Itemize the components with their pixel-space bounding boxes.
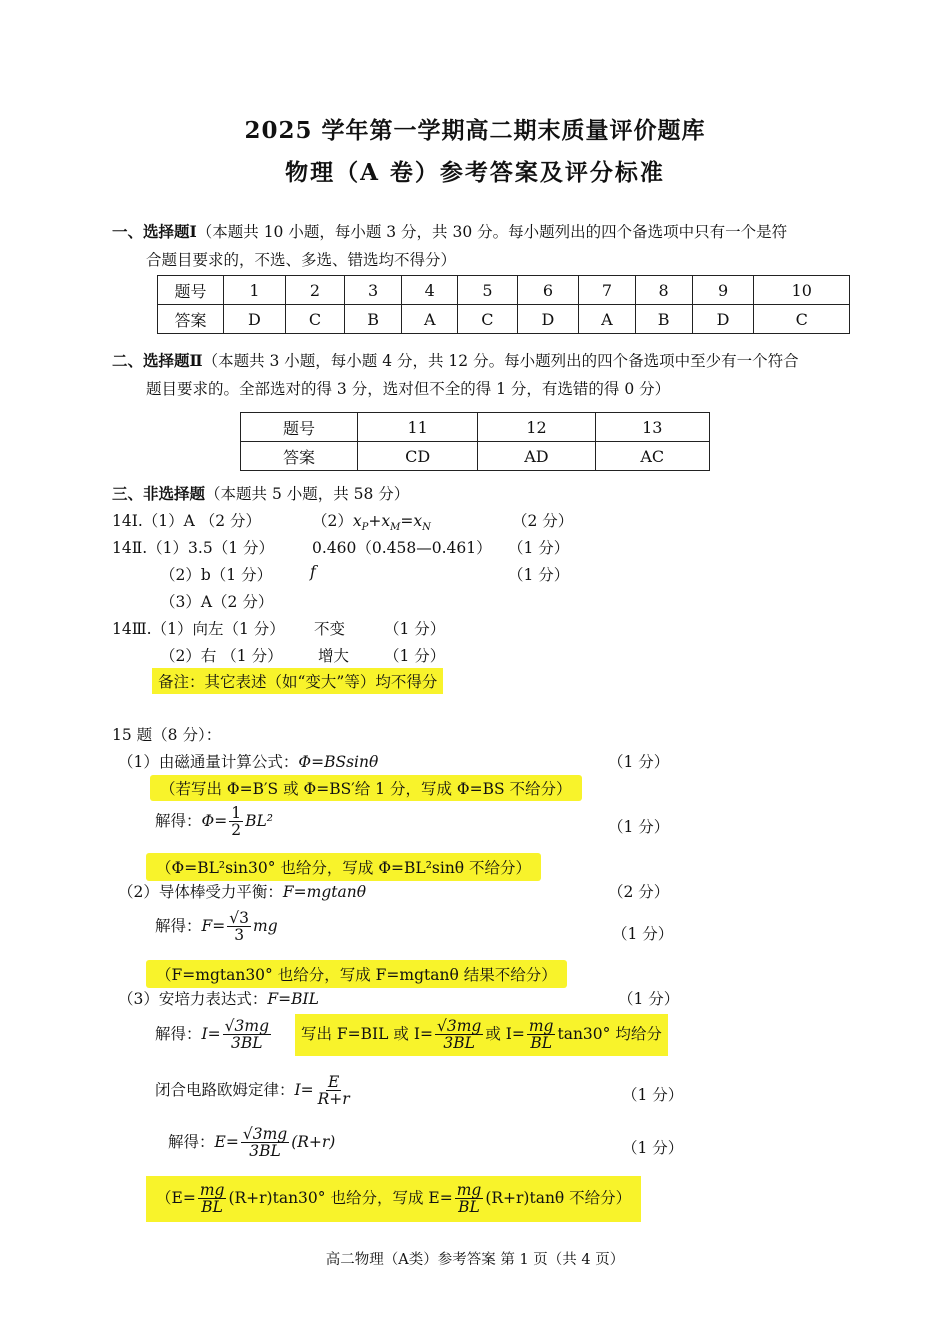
q15-3-ohm-score: （1 分） — [622, 1086, 684, 1104]
answer-cell: D — [517, 305, 579, 334]
fraction-denominator: 2 — [231, 821, 242, 840]
fraction-denominator: 3BL — [443, 1034, 475, 1053]
section1-desc-line2: 合题目要求的，不选、多选、错选均不得分） — [146, 251, 457, 269]
solve-rhs: mg — [253, 916, 278, 935]
table-header-cell: 题号 — [241, 413, 358, 442]
answer-cell: A — [579, 305, 635, 334]
fraction-denominator: 3BL — [231, 1034, 263, 1053]
answer-cell: C — [754, 305, 850, 334]
section2-answer-row — [241, 442, 710, 471]
question-cell: 8 — [635, 276, 692, 305]
answer-cell: C — [285, 305, 344, 334]
note-text-b: (R+r)tan30° 也给分，写成 E= — [228, 1188, 453, 1207]
solve-rhs: (R+r) — [291, 1132, 336, 1151]
q15-1-note-highlight: （若写出 Φ=B′S 或 Φ=BS′给 1 分，写成 Φ=BS 不给分） — [150, 775, 582, 801]
section3-line — [112, 482, 409, 504]
fraction-denominator: R+r — [317, 1090, 350, 1109]
section1-heading: 一、选择题Ⅰ — [112, 222, 197, 241]
fraction-denominator: BL — [458, 1198, 480, 1217]
answer-cell: D — [692, 305, 754, 334]
fraction-numerator: E — [328, 1073, 340, 1091]
q15-1-formula: Φ=BSsinθ — [298, 753, 379, 771]
solve-label: 解得： — [155, 916, 202, 935]
q14-1-answer: 14Ⅰ.（1）A （2 分） — [112, 512, 262, 530]
fraction — [227, 910, 251, 944]
page-subtitle: 物理（A 卷）参考答案及评分标准 — [285, 159, 665, 186]
fraction-numerator: √3mg — [436, 1017, 482, 1035]
q15-1-note2-highlight: （Φ=BL²sin30° 也给分，写成 Φ=BL²sinθ 不给分） — [146, 853, 541, 881]
solve-rhs: BL² — [245, 811, 273, 830]
fraction-denominator: BL — [201, 1198, 223, 1217]
ohm-label: 闭合电路欧姆定律： — [155, 1080, 295, 1099]
fraction-numerator: mg — [528, 1017, 554, 1035]
q15-3-score: （1 分） — [618, 990, 680, 1008]
solve-label: 解得： — [155, 1024, 202, 1043]
q15-1-score: （1 分） — [608, 753, 670, 771]
q15-2-score: （2 分） — [608, 883, 670, 901]
solve-lhs: F= — [201, 916, 226, 935]
section1-answer-table — [157, 275, 850, 334]
question-cell: 6 — [517, 276, 579, 305]
q14-1-expr-sub: N — [422, 522, 431, 534]
section2-answer-table — [240, 412, 710, 471]
section2-desc-line2: 题目要求的。全部选对的得 3 分，选对但不全的得 1 分，有选错的得 0 分） — [146, 380, 671, 398]
section1-line1 — [112, 220, 787, 242]
answer-cell: B — [345, 305, 402, 334]
q14-2-value: 0.460（0.458—0.461） — [312, 539, 492, 557]
question-cell: 10 — [754, 276, 850, 305]
solve-lhs: Φ= — [201, 811, 228, 830]
q15-1-solve-score: （1 分） — [608, 818, 670, 836]
q15-1-solution — [155, 805, 273, 839]
q15-3-formula: F=BIL — [267, 990, 319, 1008]
q15-2-solution — [155, 910, 278, 944]
solve-label: 解得： — [155, 811, 202, 830]
answer-cell: D — [224, 305, 286, 334]
q15-2-solve-score: （1 分） — [612, 925, 674, 943]
q15-2-formula: F=mgtanθ — [282, 883, 367, 901]
q14-2c-answer: （3）A（2 分） — [160, 593, 274, 611]
q14-3b-value: 增大 — [318, 647, 350, 665]
q14-2b-score: （1 分） — [508, 566, 570, 584]
q14-3-score: （1 分） — [384, 620, 446, 638]
fraction — [241, 1126, 289, 1160]
fraction — [198, 1182, 227, 1216]
q14-3b-score: （1 分） — [384, 647, 446, 665]
fraction — [223, 1018, 271, 1052]
answer-cell: A — [402, 305, 458, 334]
solve-lhs: I= — [201, 1024, 221, 1043]
q14-2b-answer: （2）b（1 分） — [160, 566, 273, 584]
fraction — [229, 805, 243, 839]
section2-question-row — [241, 413, 710, 442]
q14-2b-value: f — [310, 563, 316, 581]
page-title: 2025 学年第一学期高二期末质量评价题库 — [244, 117, 706, 144]
table-header-cell: 题号 — [158, 276, 224, 305]
q14-1-expr-sub: M — [390, 522, 401, 534]
q15-3-box-highlight — [295, 1014, 668, 1056]
fraction-denominator: 3 — [234, 926, 245, 945]
fraction-numerator: √3mg — [224, 1017, 269, 1035]
q14-2-answer: 14Ⅱ.（1）3.5（1 分） — [112, 539, 274, 557]
section2-desc-line1: （本题共 3 小题，每小题 4 分，共 12 分。每小题列出的四个备选项中至少有一个符合 — [202, 352, 799, 370]
q15-3-ohm-line — [155, 1074, 354, 1108]
answer-cell: AD — [478, 442, 595, 471]
section2-heading: 二、选择题Ⅱ — [112, 351, 203, 370]
question-cell: 2 — [285, 276, 344, 305]
note-text-c: (R+r)tanθ 不给分） — [485, 1188, 632, 1207]
q15-3-solve2-score: （1 分） — [622, 1139, 684, 1157]
q15-2-note-highlight: （F=mgtan30° 也给分，写成 F=mgtanθ 结果不给分） — [146, 960, 567, 988]
section2-line1 — [112, 349, 799, 371]
question-cell: 1 — [224, 276, 286, 305]
fraction — [435, 1018, 483, 1052]
fraction-numerator: 1 — [231, 804, 242, 822]
q14-2-score: （1 分） — [508, 539, 570, 557]
question-cell: 5 — [458, 276, 517, 305]
fraction-denominator: 3BL — [249, 1142, 281, 1161]
q15-1-label: （1）由磁通量计算公式： — [118, 753, 299, 771]
question-cell: 7 — [579, 276, 635, 305]
question-cell: 11 — [358, 413, 478, 442]
box-text-b: 或 I= — [485, 1024, 525, 1043]
section3-heading: 三、非选择题 — [112, 484, 206, 503]
question-cell: 13 — [595, 413, 709, 442]
question-cell: 12 — [478, 413, 595, 442]
fraction-numerator: √3mg — [242, 1125, 288, 1143]
fraction — [527, 1018, 556, 1052]
solve-lhs: E= — [214, 1132, 239, 1151]
page-footer: 高二物理（A类）参考答案 第 1 页（共 4 页） — [325, 1252, 625, 1268]
fraction-numerator: mg — [456, 1181, 482, 1199]
q14-3-answer: 14Ⅲ.（1）向左（1 分） — [112, 620, 285, 638]
q15-3-line — [118, 987, 319, 1009]
section1-question-row — [158, 276, 850, 305]
q15-3-label: （3）安培力表达式： — [118, 990, 268, 1008]
q15-3-solution2 — [168, 1126, 335, 1160]
q15-3-note-highlight — [146, 1176, 641, 1222]
section3-desc: （本题共 5 小题，共 58 分） — [205, 485, 410, 503]
answer-cell: B — [635, 305, 692, 334]
question-cell: 9 — [692, 276, 754, 305]
q14-1-expr-prefix: （2） — [312, 512, 353, 530]
fraction-denominator: BL — [530, 1034, 553, 1053]
q15-3-solution — [155, 1018, 273, 1052]
q14-1-score: （2 分） — [512, 512, 574, 530]
q14-1-expression: $(2)x_P+x_M=x_N$ — [312, 512, 431, 534]
answer-cell: AC — [595, 442, 709, 471]
fraction-numerator: mg — [199, 1181, 225, 1199]
q14-3b-answer: （2）右 （1 分） — [160, 647, 283, 665]
note-text-a: （E= — [156, 1188, 196, 1207]
q14-3-value: 不变 — [314, 620, 346, 638]
section1-answer-row — [158, 305, 850, 334]
ohm-lhs: I= — [294, 1080, 314, 1099]
box-text-a: 写出 F=BIL 或 I= — [301, 1024, 433, 1043]
fraction — [455, 1182, 484, 1216]
q14-note-highlight: 备注：其它表述（如“变大”等）均不得分 — [152, 668, 443, 694]
box-text-c: tan30° 均给分 — [557, 1024, 662, 1043]
question-cell: 4 — [402, 276, 458, 305]
question-cell: 3 — [345, 276, 402, 305]
q14-1-expr-x: x — [352, 512, 362, 530]
table-header-cell: 答案 — [241, 442, 358, 471]
answer-cell: CD — [358, 442, 478, 471]
q15-2-line — [118, 880, 366, 902]
q15-heading: 15 题（8 分）： — [112, 726, 222, 744]
fraction-numerator: √3 — [229, 909, 250, 927]
answer-cell: C — [458, 305, 517, 334]
q14-1-expr-sub: P — [361, 522, 369, 534]
table-header-cell: 答案 — [158, 305, 224, 334]
q15-2-label: （2）导体棒受力平衡： — [118, 883, 283, 901]
section1-desc-line1: （本题共 10 小题，每小题 3 分，共 30 分。每小题列出的四个备选项中只有一个是符 — [196, 223, 788, 241]
q15-1-line — [118, 750, 378, 772]
fraction — [316, 1074, 352, 1108]
solve-label: 解得： — [168, 1132, 215, 1151]
